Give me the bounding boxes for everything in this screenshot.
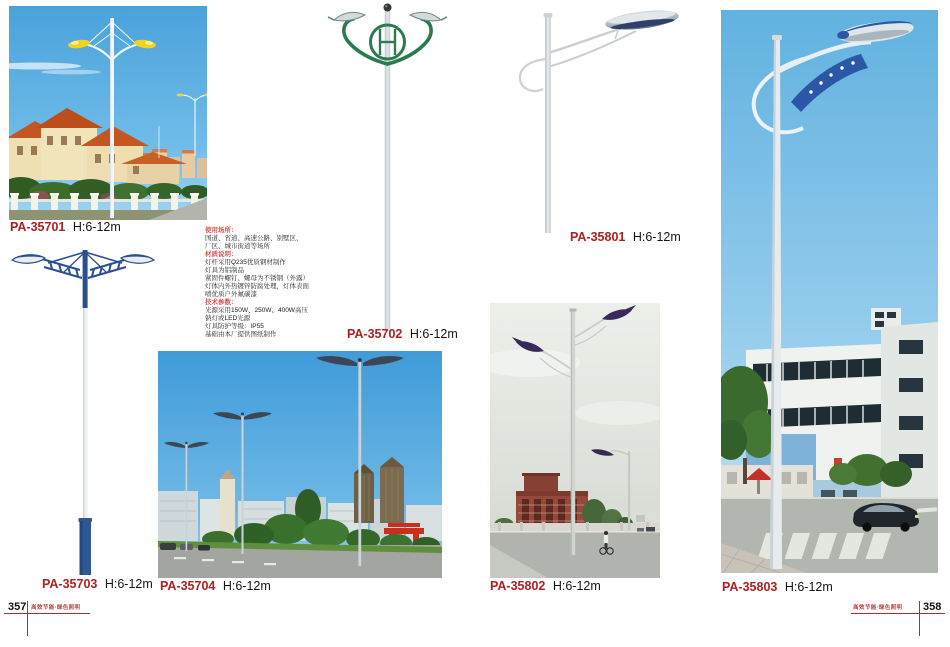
desc-line: 国道、省道、高速公路、别墅区、 [205,235,303,242]
footer-slogan-right: 高效节能·绿色照明 [853,605,903,611]
product-size: H:6-12m [632,230,681,244]
street-scene-building [721,10,938,573]
desc-line: 喷优质户外氟碳漆 [205,291,257,298]
street-scene-city [158,351,442,578]
finial-ball [384,4,392,12]
desc-line: 光源采用150W、250W、400W高压 [205,307,308,314]
product-code: PA-35702 [347,327,403,341]
product-size: H:6-12m [784,580,833,594]
product-label-pa-35704 [160,580,271,593]
product-description [205,227,345,339]
mast [83,250,88,308]
photo-pa-35701 [9,6,207,220]
desc-line: 基础由本厂提供图纸制作 [205,331,277,338]
product-size: H:6-12m [104,577,153,591]
desc-line: 灯杆采用Q235优质钢材制作 [205,259,286,266]
desc-line: 钠灯或LED光源 [205,315,251,322]
arm-hook [520,59,548,91]
footer-slogan-left: 高效节能·绿色照明 [31,605,81,611]
product-label-pa-35801 [570,231,681,244]
desc-heading-usage: 使用场所： [205,227,238,234]
product-label-pa-35802 [490,580,601,593]
street-lamp-pole [544,13,553,233]
product-code: PA-35701 [10,220,66,234]
footer-divider-right [919,601,920,636]
desc-line: 灯体内外热镀锌防腐处理，灯体表面 [205,283,309,290]
street-lamp-pole [79,308,93,575]
drawing-pa-35801 [490,5,710,233]
product-size: H:6-12m [409,327,458,341]
product-label-pa-35703 [42,578,153,591]
photo-pa-35704 [158,351,442,578]
photo-pa-35802 [490,303,660,578]
footer-divider-left [27,601,28,636]
photo-pa-35803 [721,10,938,573]
footer-rule-right [851,613,945,614]
product-size: H:6-12m [222,579,271,593]
single-arm-lamp-drawing [490,5,710,233]
product-label-pa-35803 [722,581,833,594]
desc-line: 灯具防护等级：IP55 [205,323,264,330]
desc-heading-tech: 技术参数： [205,299,238,306]
footer-rule-left [4,613,90,614]
street-scene-villas [9,6,207,220]
desc-heading-material: 材质说明： [205,251,238,258]
product-code: PA-35703 [42,577,98,591]
page-number-right: 358 [923,601,942,613]
product-code: PA-35802 [490,579,546,593]
desc-line: 紧固件螺钉、螺母为不锈钢（外露） [205,275,309,282]
product-label-pa-35702 [347,328,458,341]
street-scene-overcast [490,303,660,578]
drawing-pa-35703 [8,250,158,578]
desc-line: 灯具为铝制品 [205,267,244,274]
product-label-pa-35701 [10,221,121,234]
product-code: PA-35704 [160,579,216,593]
product-code: PA-35801 [570,230,626,244]
truss-arm-lamp-drawing [8,250,158,578]
product-size: H:6-12m [552,579,601,593]
page-number-left: 357 [8,601,27,613]
product-code: PA-35803 [722,580,778,594]
shops [721,465,813,497]
desc-line: 厂区、城市街道等场所 [205,243,270,250]
product-size: H:6-12m [72,220,121,234]
